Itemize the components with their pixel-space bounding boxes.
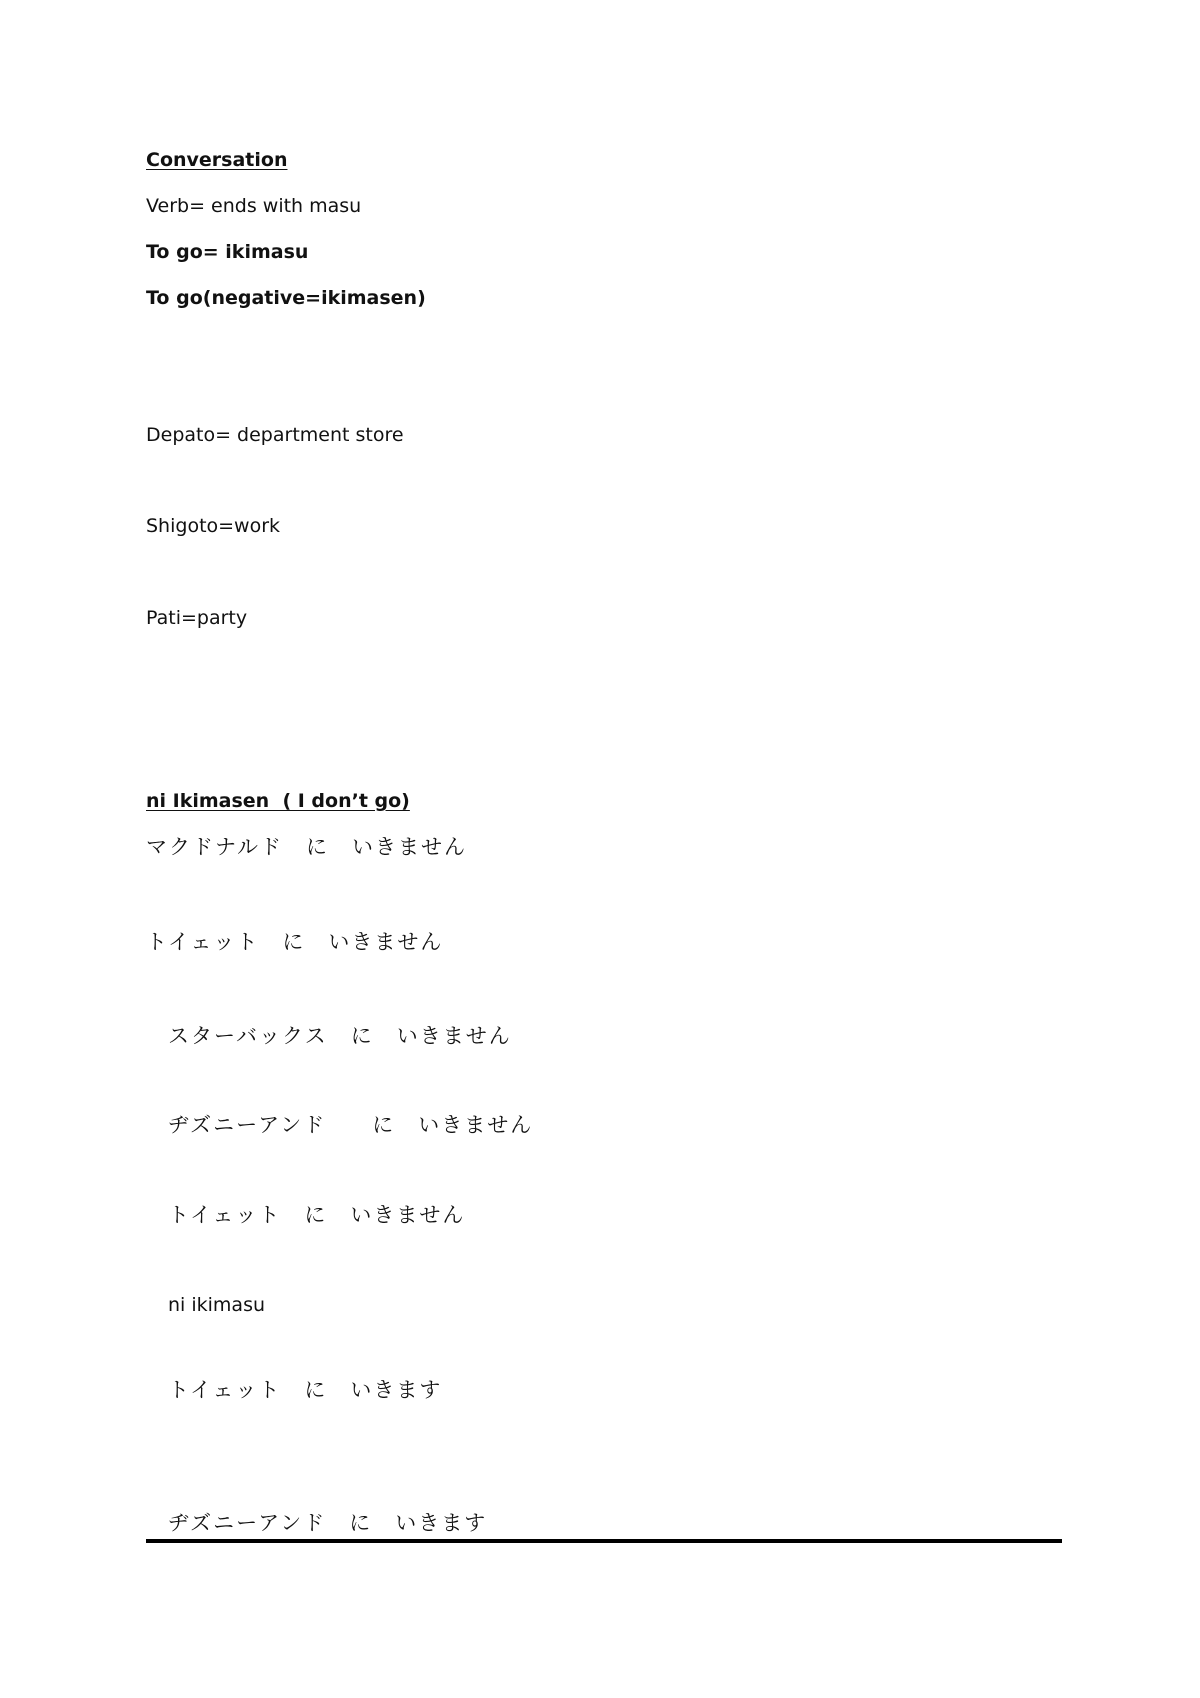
vocab-pati: Pati=party [146, 607, 248, 629]
to-go-negative-line: To go(negative=ikimasen) [146, 287, 426, 309]
japanese-line: ヂズニーアンド に いきません [168, 1113, 534, 1137]
japanese-line: トイェット に いきます [168, 1378, 443, 1402]
verb-note: Verb= ends with masu [146, 195, 362, 217]
japanese-line: マクドナルド に いきません [146, 835, 467, 859]
japanese-line: ヂズニーアンド に いきます [168, 1511, 488, 1535]
to-go-line: To go= ikimasu [146, 241, 309, 263]
japanese-line: トイェット に いきません [168, 1203, 466, 1227]
japanese-line: スターバックス に いきません [168, 1024, 512, 1048]
section-heading: ni Ikimasen ( I don’t go) [146, 790, 410, 812]
page-heading: Conversation [146, 149, 288, 171]
horizontal-rule [146, 1539, 1062, 1543]
vocab-depato: Depato= department store [146, 424, 404, 446]
japanese-line: トイェット に いきません [146, 930, 444, 954]
romaji-line: ni ikimasu [168, 1294, 266, 1316]
vocab-shigoto: Shigoto=work [146, 515, 281, 537]
